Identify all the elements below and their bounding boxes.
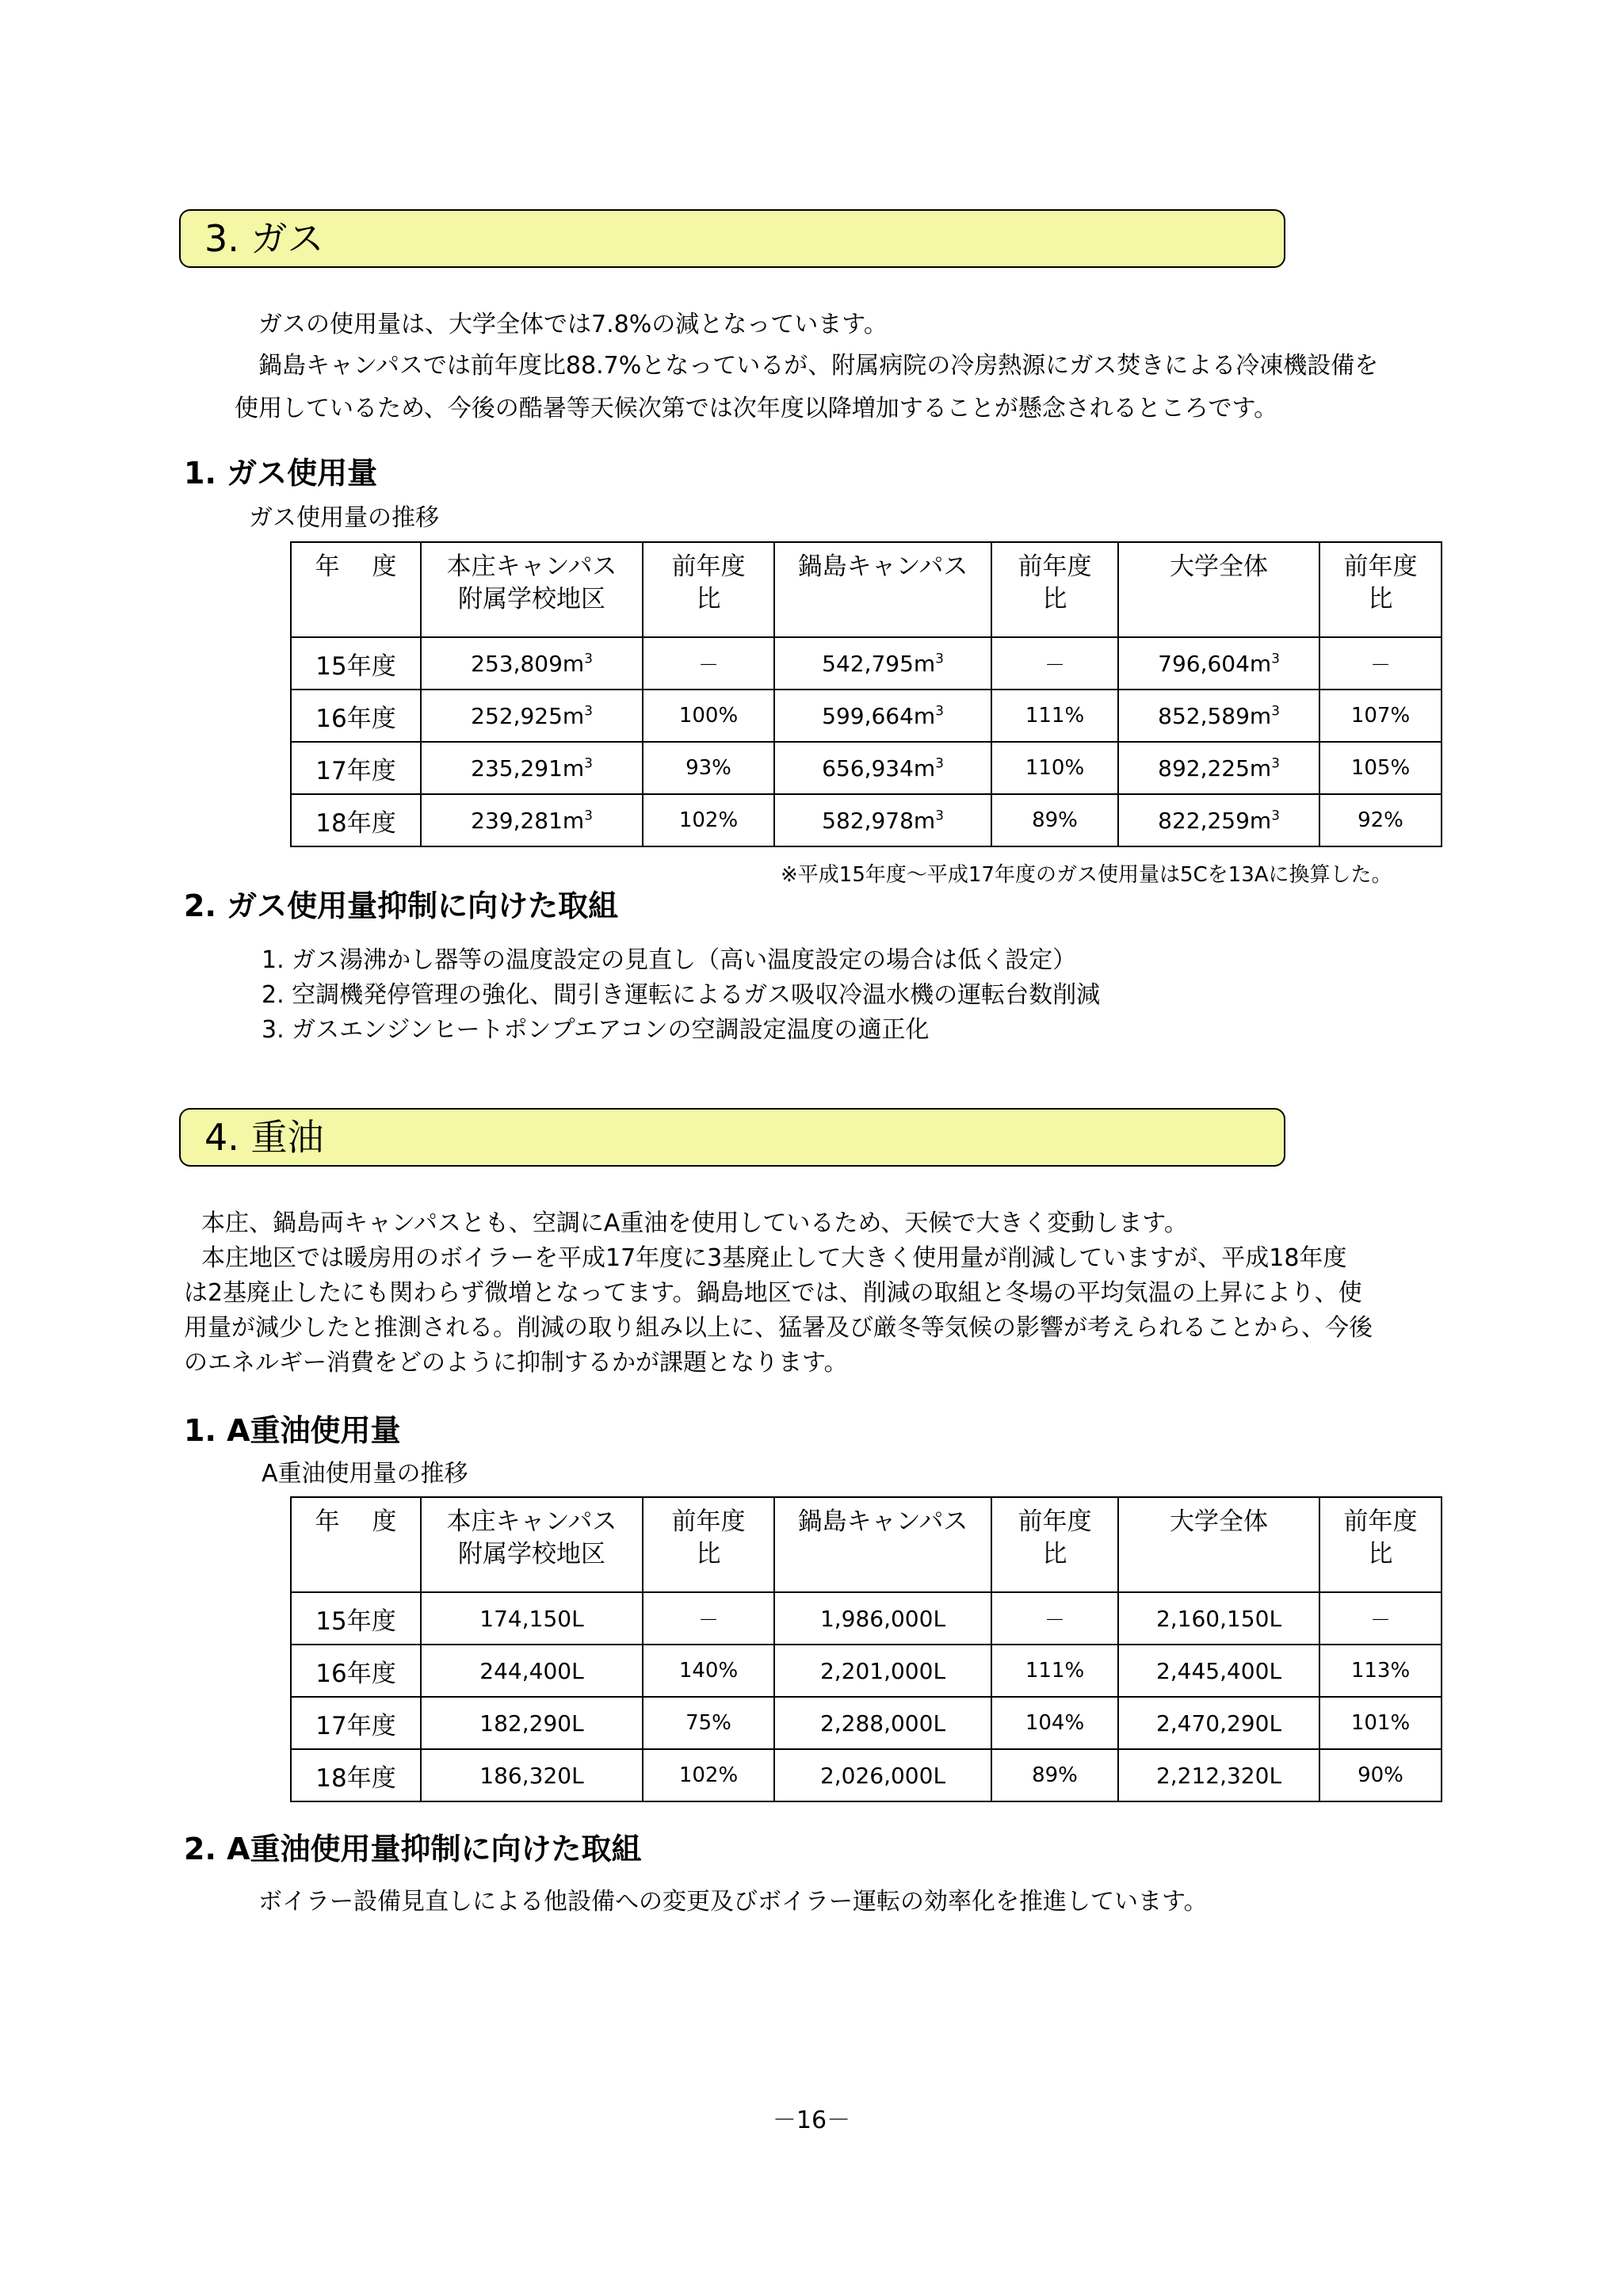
oil-section-header (179, 1108, 1285, 1167)
cell-year: 17年度 (291, 742, 421, 794)
cell-nabeshima-ratio: 89% (991, 794, 1118, 846)
gas-measure-item-3: 3. ガスエンジンヒートポンプエアコンの空調設定温度の適正化 (262, 1016, 930, 1044)
cell-honjo: $253,809m^3$ (421, 637, 643, 690)
gas-usage-heading: 1. ガス使用量 (184, 456, 378, 491)
cell-total: 2,470,290L (1118, 1697, 1319, 1749)
cell-year: 18年度 (291, 1749, 421, 1801)
cubic-unit-superscript: 3 (584, 650, 593, 667)
cell-honjo: 182,290L (421, 1697, 643, 1749)
cell-honjo-ratio: 75% (643, 1697, 774, 1749)
cell-nabeshima: 1,986,000L (774, 1592, 991, 1645)
cubic-unit-superscript: 3 (935, 650, 944, 667)
cell-total: 2,445,400L (1118, 1645, 1319, 1697)
oil-measures-text: ボイラー設備見直しによる他設備への変更及びボイラー運転の効率化を推進しています。 (258, 1888, 1208, 1916)
oil-usage-heading: 1. A重油使用量 (184, 1413, 401, 1448)
cell-honjo: 244,400L (421, 1645, 643, 1697)
cell-total-ratio: 92% (1319, 794, 1442, 846)
cell-honjo: $239,281m^3$ (421, 794, 643, 846)
cell-year: 15年度 (291, 1592, 421, 1645)
header-total: 大学全体 (1118, 1497, 1319, 1592)
oil-measures-heading: 2. A重油使用量抑制に向けた取組 (184, 1832, 642, 1866)
cell-nabeshima: $542,795m^3$ (774, 637, 991, 690)
oil-section-title: 4. 重油 (204, 1116, 324, 1159)
oil-table-caption: A重油使用量の推移 (262, 1460, 468, 1488)
header-total-ratio: 前年度 比 (1319, 1497, 1442, 1592)
header-total: 大学全体 (1118, 542, 1319, 637)
cell-total-ratio: 107% (1319, 690, 1442, 742)
header-year: 年 度 (291, 1497, 421, 1592)
cubic-unit-superscript: 3 (935, 755, 944, 771)
oil-intro-line-1: 本庄、鍋島両キャンパスとも、空調にA重油を使用しているため、天候で大きく変動します。 (201, 1209, 1188, 1237)
gas-measure-item-1: 1. ガス湯沸かし器等の温度設定の見直し（高い温度設定の場合は低く設定） (262, 946, 1077, 974)
table-row (291, 1749, 1442, 1801)
cubic-unit-superscript: 3 (584, 807, 593, 823)
oil-intro-line-2: 本庄地区では暖房用のボイラーを平成17年度に3基廃止して大きく使用量が削減していますが、平成18年度 (201, 1244, 1347, 1272)
cell-nabeshima: $582,978m^3$ (774, 794, 991, 846)
gas-measure-item-2: 2. 空調機発停管理の強化、間引き運転によるガス吸収冷温水機の運転台数削減 (262, 981, 1101, 1009)
cubic-unit-superscript: 3 (935, 807, 944, 823)
cell-year: 16年度 (291, 690, 421, 742)
cubic-unit-superscript: 3 (935, 702, 944, 719)
oil-intro-line-5: のエネルギー消費をどのように抑制するかが課題となります。 (184, 1349, 848, 1377)
cell-total-ratio: 90% (1319, 1749, 1442, 1801)
gas-section-header (179, 209, 1285, 268)
page-number: －16－ (772, 2107, 851, 2134)
header-honjo-ratio: 前年度 比 (643, 542, 774, 637)
header-nabeshima: 鍋島キャンパス (774, 1497, 991, 1592)
cell-total: 2,212,320L (1118, 1749, 1319, 1801)
cell-nabeshima-ratio: 111% (991, 1645, 1118, 1697)
header-honjo: 本庄キャンパス 附属学校地区 (421, 1497, 643, 1592)
cell-total: $852,589m^3$ (1118, 690, 1319, 742)
table-row (291, 1592, 1442, 1645)
cubic-unit-superscript: 3 (1271, 807, 1280, 823)
cell-total: $796,604m^3$ (1118, 637, 1319, 690)
table-row (291, 742, 1442, 794)
cubic-unit-superscript: 3 (1271, 702, 1280, 719)
cell-honjo-ratio: 102% (643, 1749, 774, 1801)
oil-intro-line-4: 用量が減少したと推測される。削減の取り組み以上に、猛暑及び厳冬等気候の影響が考えられることから、今後 (184, 1314, 1373, 1342)
table-row (291, 637, 1442, 690)
table-header-row (291, 542, 1442, 637)
cell-total-ratio: 101% (1319, 1697, 1442, 1749)
table-row (291, 1697, 1442, 1749)
cell-total: $892,225m^3$ (1118, 742, 1319, 794)
cell-nabeshima-ratio: － (991, 637, 1118, 690)
cell-honjo-ratio: 102% (643, 794, 774, 846)
cubic-unit-superscript: 3 (1271, 650, 1280, 667)
cell-nabeshima: 2,288,000L (774, 1697, 991, 1749)
cell-year: 18年度 (291, 794, 421, 846)
header-honjo: 本庄キャンパス 附属学校地区 (421, 542, 643, 637)
gas-intro-line-2: 鍋島キャンパスでは前年度比88.7%となっているが、附属病院の冷房熱源にガス焚きによる冷凍機設備を (258, 352, 1379, 380)
cell-honjo-ratio: － (643, 637, 774, 690)
oil-usage-table (290, 1496, 1442, 1802)
cell-nabeshima: $599,664m^3$ (774, 690, 991, 742)
cell-nabeshima-ratio: 104% (991, 1697, 1118, 1749)
cell-honjo: 174,150L (421, 1592, 643, 1645)
cubic-unit-superscript: 3 (1271, 755, 1280, 771)
cell-honjo-ratio: 140% (643, 1645, 774, 1697)
cubic-unit-superscript: 3 (584, 755, 593, 771)
cell-honjo-ratio: 100% (643, 690, 774, 742)
gas-intro-line-3: 使用しているため、今後の酷暑等天候次第では次年度以降増加することが懸念されるところです。 (235, 395, 1278, 422)
cell-nabeshima: 2,026,000L (774, 1749, 991, 1801)
cell-nabeshima: $656,934m^3$ (774, 742, 991, 794)
header-total-ratio: 前年度 比 (1319, 542, 1442, 637)
cell-total-ratio: － (1319, 1592, 1442, 1645)
cell-nabeshima-ratio: 110% (991, 742, 1118, 794)
cell-honjo-ratio: － (643, 1592, 774, 1645)
gas-section-title: 3. ガス (204, 217, 324, 260)
cell-total: $822,259m^3$ (1118, 794, 1319, 846)
cell-honjo: $235,291m^3$ (421, 742, 643, 794)
header-honjo-ratio: 前年度 比 (643, 1497, 774, 1592)
cell-total: 2,160,150L (1118, 1592, 1319, 1645)
gas-conversion-note: ※平成15年度～平成17年度のガス使用量は5Cを13Aに換算した。 (781, 863, 1392, 887)
cell-honjo-ratio: 93% (643, 742, 774, 794)
cell-nabeshima: 2,201,000L (774, 1645, 991, 1697)
header-nabeshima-ratio: 前年度 比 (991, 1497, 1118, 1592)
gas-measures-heading: 2. ガス使用量抑制に向けた取組 (184, 888, 619, 923)
gas-table-caption: ガス使用量の推移 (249, 504, 439, 532)
cubic-unit-superscript: 3 (584, 702, 593, 719)
header-nabeshima: 鍋島キャンパス (774, 542, 991, 637)
cell-nabeshima-ratio: － (991, 1592, 1118, 1645)
header-nabeshima-ratio: 前年度 比 (991, 542, 1118, 637)
table-header-row (291, 1497, 1442, 1592)
cell-year: 15年度 (291, 637, 421, 690)
table-row (291, 690, 1442, 742)
gas-usage-table (290, 541, 1442, 847)
oil-intro-line-3: は2基廃止したにも関わらず微増となってます。鍋島地区では、削減の取組と冬場の平均気温の上昇により、使 (184, 1279, 1362, 1307)
cell-total-ratio: － (1319, 637, 1442, 690)
cell-nabeshima-ratio: 89% (991, 1749, 1118, 1801)
cell-total-ratio: 105% (1319, 742, 1442, 794)
cell-total-ratio: 113% (1319, 1645, 1442, 1697)
table-row (291, 794, 1442, 846)
gas-intro-line-1: ガスの使用量は、大学全体では7.8%の減となっています。 (258, 311, 888, 338)
header-year: 年 度 (291, 542, 421, 637)
cell-year: 16年度 (291, 1645, 421, 1697)
table-row (291, 1645, 1442, 1697)
cell-honjo: 186,320L (421, 1749, 643, 1801)
cell-year: 17年度 (291, 1697, 421, 1749)
cell-honjo: $252,925m^3$ (421, 690, 643, 742)
cell-nabeshima-ratio: 111% (991, 690, 1118, 742)
